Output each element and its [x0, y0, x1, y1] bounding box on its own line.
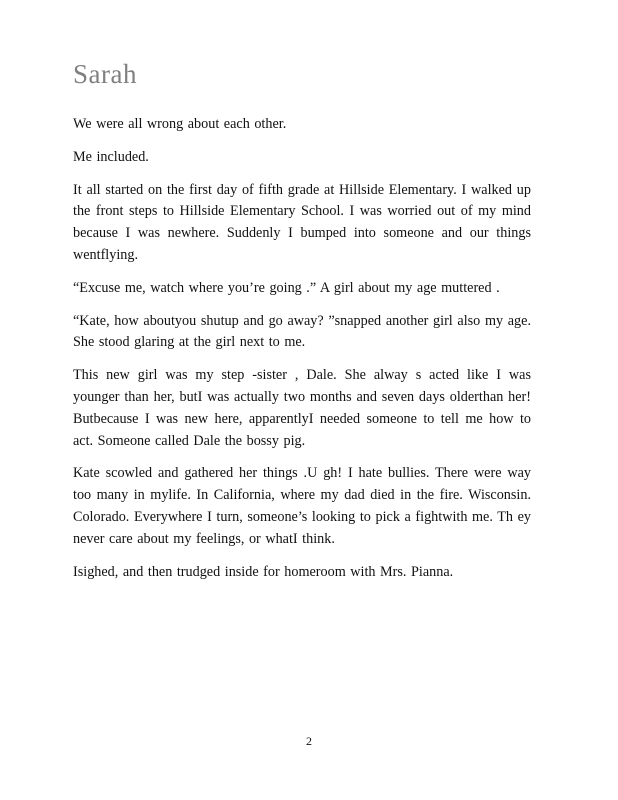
- paragraph: This new girl was my step -sister , Dale. She alway s acted like I was younger than her, butI was actually two months and seven days olderthan her! Butbecause I was new here, apparentlyI needed someone to tell me how to act. Someone called Dale the bossy pig.: [73, 367, 531, 449]
- paragraph: It all started on the first day of fifth grade at Hillside Elementary. I walked up the front steps to Hillside Elementary School. I was worried out of my mind because I was newhere. Suddenly I bumped into someone and our things wentflying.: [73, 181, 531, 263]
- paragraph: Isighed, and then trudged inside for homeroom with Mrs. Pianna.: [73, 563, 454, 580]
- paragraph: We were all wrong about each other.: [73, 116, 287, 132]
- paragraph: Kate scowled and gathered her things .U gh! I hate bullies. There were way too many in mylife. In California, where my dad died in the fire. Wisconsin. Colorado. Everywhere I turn, someone’s looking to pick a fightwith me. Th ey never care about my feelings, or whatI think.: [73, 465, 531, 547]
- chapter-title: Sarah: [73, 59, 137, 89]
- chapter-body: [73, 114, 531, 583]
- paragraph: “Excuse me, watch where you’re going .” A girl about my age muttered .: [73, 279, 500, 296]
- page-number: 2: [306, 734, 312, 748]
- paragraph: “Kate, how aboutyou shutup and go away? ”snapped another girl also my age. She stood glaring at the girl next to me.: [73, 312, 531, 351]
- paragraph: Me included.: [73, 148, 149, 165]
